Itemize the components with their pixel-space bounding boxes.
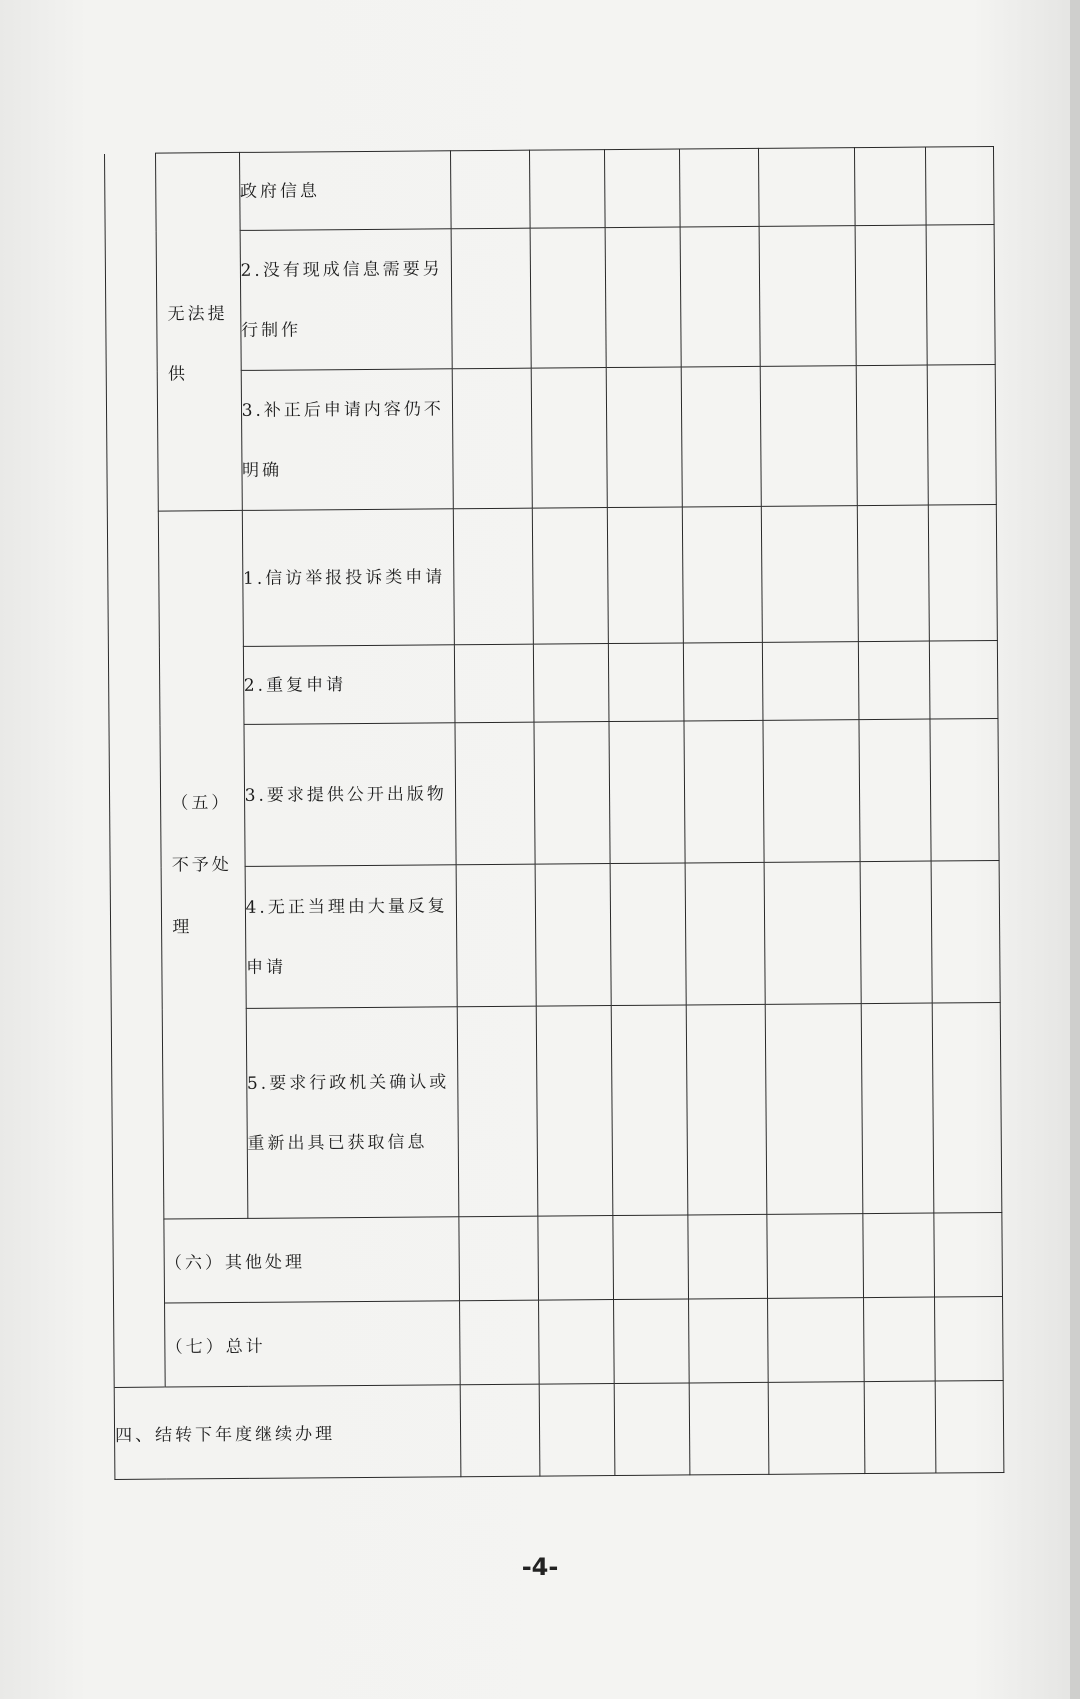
row-label: 2.没有现成信息需要另行制作 <box>240 229 453 371</box>
data-cell <box>857 505 929 642</box>
row-label-other: （六）其他处理 <box>164 1217 460 1303</box>
data-cell <box>864 1297 935 1382</box>
data-cell <box>456 864 536 1007</box>
data-cell <box>453 508 533 645</box>
data-cell <box>926 225 996 366</box>
data-cell <box>930 718 1000 861</box>
row-label: 5.要求行政机关确认或重新出具已获取信息 <box>246 1007 459 1219</box>
data-cell <box>765 1004 863 1215</box>
group-label: 无法提供 <box>167 303 228 385</box>
data-cell <box>861 1003 933 1214</box>
data-cell <box>760 366 857 507</box>
page-edge-shadow <box>1070 0 1080 1699</box>
data-cell <box>451 150 531 229</box>
data-cell <box>855 147 926 226</box>
row-label-total: （七）总计 <box>165 1301 461 1387</box>
data-cell <box>864 1381 935 1474</box>
statistics-table <box>104 146 1004 1480</box>
data-cell <box>539 1384 615 1477</box>
row-label-carry-over: 四、结转下年度继续办理 <box>114 1385 461 1480</box>
data-cell <box>764 862 861 1005</box>
data-cell <box>539 1300 614 1385</box>
data-cell <box>932 1002 1002 1213</box>
table-row <box>105 147 995 232</box>
data-cell <box>763 720 860 863</box>
group-label: （五）不予处理 <box>171 792 232 937</box>
data-cell <box>685 862 765 1005</box>
data-cell <box>607 507 683 644</box>
data-cell <box>538 1216 613 1301</box>
data-cell <box>855 225 927 366</box>
data-cell <box>934 1296 1003 1381</box>
data-cell <box>933 1212 1002 1297</box>
data-cell <box>614 1299 689 1384</box>
data-cell <box>759 226 856 367</box>
data-cell <box>758 148 855 227</box>
data-cell <box>928 505 998 642</box>
data-cell <box>533 508 609 645</box>
data-cell <box>682 506 762 643</box>
row-label: 政府信息 <box>239 151 451 231</box>
data-cell <box>688 1298 768 1383</box>
table-row <box>107 505 997 648</box>
data-cell <box>605 227 681 368</box>
table-row <box>114 1296 1004 1387</box>
data-cell <box>768 1382 865 1475</box>
data-cell <box>608 643 683 722</box>
data-cell <box>534 644 609 723</box>
row-label: 2.重复申请 <box>243 645 455 725</box>
data-cell <box>681 366 761 507</box>
data-cell <box>609 721 685 864</box>
data-cell <box>606 367 682 508</box>
data-cell <box>686 1004 767 1215</box>
data-cell <box>530 150 605 229</box>
data-cell <box>935 1380 1004 1473</box>
data-cell <box>929 640 998 719</box>
data-cell <box>531 368 607 509</box>
data-cell <box>689 1382 769 1475</box>
data-cell <box>679 148 759 227</box>
data-cell <box>459 1216 539 1301</box>
data-cell <box>613 1215 688 1300</box>
data-cell <box>858 641 929 720</box>
data-cell <box>925 147 994 226</box>
table-row <box>114 1380 1004 1479</box>
data-cell <box>927 365 997 506</box>
data-cell <box>767 1214 864 1299</box>
data-cell <box>605 149 680 228</box>
data-cell <box>856 365 928 506</box>
data-cell <box>530 228 606 369</box>
data-cell <box>451 228 531 369</box>
group-not-processed <box>159 510 248 1219</box>
data-cell <box>455 644 535 723</box>
data-cell <box>614 1383 690 1476</box>
data-cell <box>688 1214 768 1299</box>
row-label: 3.补正后申请内容仍不明确 <box>241 369 454 511</box>
data-cell <box>762 642 859 721</box>
data-cell <box>863 1213 934 1298</box>
data-cell <box>452 368 532 509</box>
data-cell <box>460 1300 540 1385</box>
row-label: 3.要求提供公开出版物 <box>244 723 457 867</box>
table-row <box>113 1212 1003 1303</box>
data-cell <box>931 860 1001 1003</box>
data-cell <box>767 1298 864 1383</box>
data-cell <box>610 863 686 1006</box>
data-cell <box>611 1005 687 1216</box>
data-cell <box>859 719 931 862</box>
data-cell <box>860 861 932 1004</box>
data-cell <box>536 1006 612 1217</box>
data-cell <box>460 1384 540 1477</box>
data-cell <box>457 1006 538 1217</box>
data-cell <box>680 226 760 367</box>
data-cell <box>455 722 535 865</box>
data-cell <box>684 720 764 863</box>
group-cannot-provide <box>156 152 242 511</box>
data-cell <box>683 642 763 721</box>
data-cell <box>761 506 858 643</box>
data-cell <box>534 722 610 865</box>
row-label: 4.无正当理由大量反复申请 <box>245 865 458 1009</box>
data-cell <box>535 864 611 1007</box>
row-label: 1.信访举报投诉类申请 <box>242 509 455 647</box>
page-number: -4- <box>521 1553 559 1581</box>
